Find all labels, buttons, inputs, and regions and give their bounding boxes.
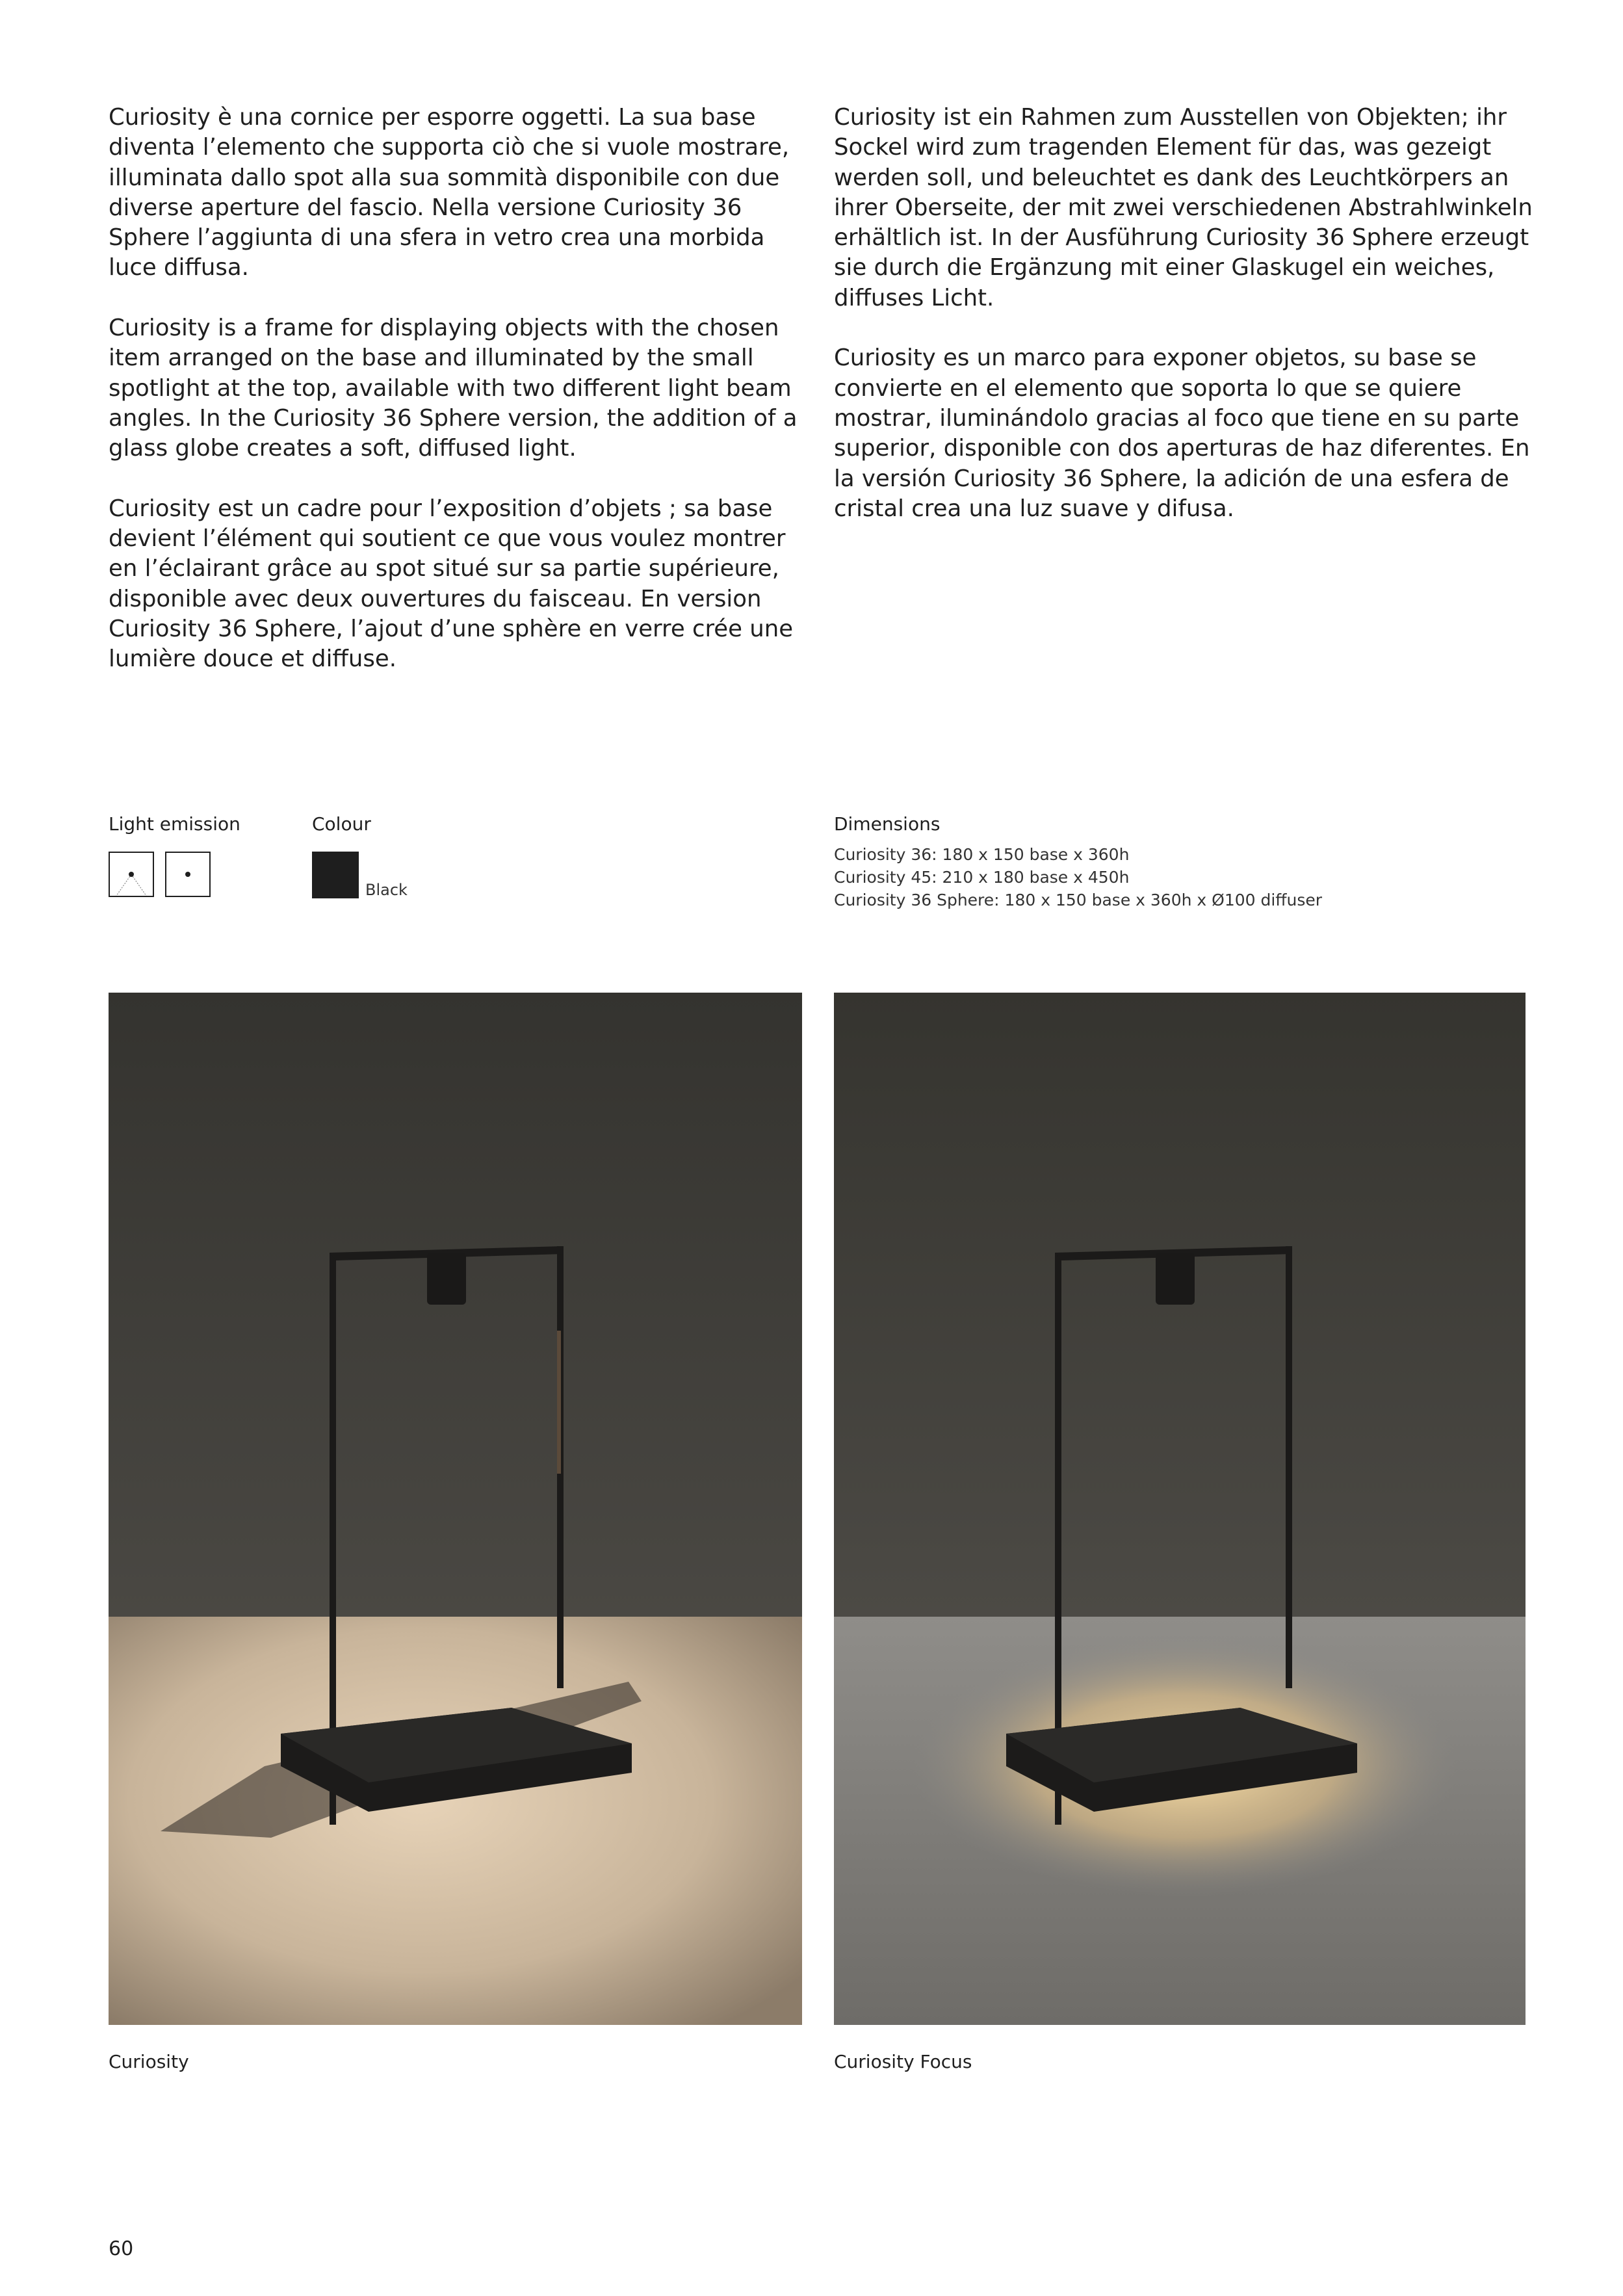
intro-paragraph-french: Curiosity est un cadre pour l’exposition d’objets ; sa base devient l’élément qui soutient ce que vous voulez montrer en l’éclairant grâce au spot situé sur sa partie supérieure, disponible avec deux ouvertures du faisceau. En version Curiosity 36 Sphere, l’ajout d’une sphère en verre crée une lumière douce et diffuse. xyxy=(109,495,794,673)
light-emission-label: Light emission xyxy=(109,813,240,835)
page-number: 60 xyxy=(109,2237,134,2260)
intro-paragraph-italian: Curiosity è una cornice per esporre oggetti. La sua base diventa l’elemento che supporta ciò che si vuole mostrare, illuminata dallo spot alla sua sommità disponibile con due diverse aperture del fascio. Nella versione Curiosity 36 Sphere l’aggiunta di una sfera in vetro crea una morbida luce diffusa. xyxy=(109,104,790,281)
photo-curiosity-focus xyxy=(834,993,1526,2025)
dimension-curiosity-45: Curiosity 45: 210 x 180 base x 450h xyxy=(834,868,1130,887)
beam-angle-wide-icon xyxy=(109,852,154,897)
caption-curiosity: Curiosity xyxy=(109,2051,189,2072)
point-source-icon xyxy=(165,852,211,897)
colour-label: Colour xyxy=(312,813,371,835)
dimension-curiosity-36-sphere: Curiosity 36 Sphere: 180 x 150 base x 360h x Ø100 diffuser xyxy=(834,891,1323,909)
dimension-curiosity-36: Curiosity 36: 180 x 150 base x 360h xyxy=(834,845,1130,864)
intro-column-right xyxy=(834,103,1536,554)
caption-curiosity-focus: Curiosity Focus xyxy=(834,2051,972,2072)
intro-paragraph-english: Curiosity is a frame for displaying objects with the chosen item arranged on the base and illuminated by the small spotlight at the top, available with two different light beam angles. In the Curiosity 36 Sphere version, the addition of a glass globe creates a soft, diffused light. xyxy=(109,315,798,462)
intro-paragraph-spanish: Curiosity es un marco para exponer objetos, su base se convierte en el elemento que soporta lo que se quiere mostrar, iluminándolo gracias al foco que tiene en su parte superior, disponible con dos aperturas de haz diferentes. En la versión Curiosity 36 Sphere, la adición de una esfera de cristal crea una luz suave y difusa. xyxy=(834,345,1530,522)
intro-column-left xyxy=(109,103,804,705)
intro-paragraph-german: Curiosity ist ein Rahmen zum Ausstellen von Objekten; ihr Sockel wird zum tragenden Element für das, was gezeigt werden soll, und beleuchtet es dank des Leuchtkörpers an ihrer Oberseite, der mit zwei verschiedenen Abstrahlwinkeln erhältlich ist. In der Ausführung Curiosity 36 Sphere erzeugt sie durch die Ergänzung mit einer Glaskugel ein weiches, diffuses Licht. xyxy=(834,104,1533,311)
colour-name: Black xyxy=(365,881,408,899)
colour-swatch-black xyxy=(312,852,359,898)
photo-curiosity xyxy=(109,993,802,2025)
dimensions-label: Dimensions xyxy=(834,813,941,835)
dimensions-list xyxy=(834,843,1322,911)
